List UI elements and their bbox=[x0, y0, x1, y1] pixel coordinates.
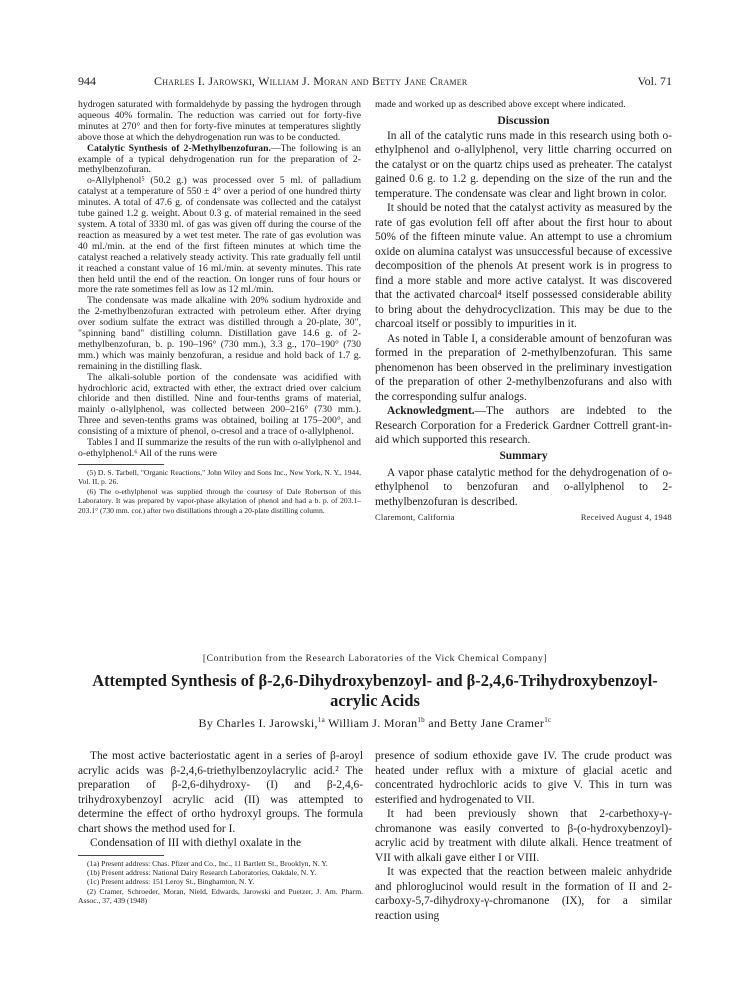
received-date: Received August 4, 1948 bbox=[580, 513, 672, 523]
paragraph: presence of sodium ethoxide gave IV. The crude product was heated under reflux with a mixture of glacial acetic and concentrated hydrochloric acids to give V. This in turn was esterified and hydrogenated to VII. bbox=[375, 750, 672, 806]
paragraph: The most active bacteriostatic agent in a series of β-aroyl acrylic acids was β-2,4,6-triethylbenzoylacrylic acid.² The preparation of β-2,6-dihydroxy- (I) and β-2,4,6-trihydroxybenzoyl acrylic acid (II) was attempted to determine the effect of ortho hydroxyl groups. The formula chart shows the method used for I. bbox=[78, 750, 363, 835]
paragraph: o-Allylphenol⁵ (50.2 g.) was processed over 5 ml. of palladium catalyst at a temperature of 550 ± 4° over a period of one hundred thirty minutes. A total of 47.6 g. of condensate was collected and the catalyst tube gained 1.2 g. weight. About 0.3 g. of material remained in the seed system. A total of 3330 ml. of gas was given off during the course of the reaction as measured by a wet test meter. The rate of gas evolution was 40 ml./min. at the end of the first fifteen minutes at which time the catalyst reached a relatively steady activity. This rate gradually fell until it reached a constant value of 16 ml./min. at seventy minutes. This rate then held until the end of the reaction. On longer runs of four hours or more the rate sometimes fell as low as 12 ml./min. bbox=[78, 175, 361, 296]
paragraph: As noted in Table I, a considerable amount of benzofuran was formed in the preparation of 2-methylbenzofuran. This same phenomenon has been observed in the preliminary investigation of the preparation of other 2-methylbenzofurans and also with the corresponding sulfur analogs. bbox=[375, 332, 672, 403]
article-title: Attempted Synthesis of β-2,6-Dihydroxybenzoyl- and β-2,4,6-Trihydroxybenzoyl- acrylic Acids bbox=[92, 671, 658, 710]
paragraph: A vapor phase catalytic method for the dehydrogenation of o-ethylphenol to benzofuran and o-allylphenol to 2-methylbenzofuran is described. bbox=[375, 466, 672, 508]
paragraph: hydrogen saturated with formaldehyde by passing the hydrogen through aqueous 40% formalin. The reduction was carried out for forty-five minutes at 270° and then for forty-five minutes at temperatures slightly above those at which the dehydrogenation run was to be conducted. bbox=[78, 99, 361, 143]
footnote-rule bbox=[78, 855, 164, 856]
footnote: (2) Cramer, Schroeder, Moran, Nield, Edwards, Jarowski and Puetzer, J. Am. Pharm. Assoc., 37, 439 (1948) bbox=[78, 886, 363, 906]
lower-right-column bbox=[375, 749, 672, 923]
paragraph: The alkali-soluble portion of the condensate was acidified with hydrochloric acid, extracted with ether, the extract dried over calcium chloride and then distilled. Nine and four-tenths grams of material, mainly o-allylphenol, was collected between 200–216° (730 mm.). Three and seven-tenths grams was obtained, boiling at 175–200°, and consisting of a mixture of phenol, o-cresol and a trace of o-allylphenol. bbox=[78, 371, 361, 438]
page-number: 944 bbox=[78, 74, 96, 88]
footnote: (1c) Present address: 151 Leroy St., Binghamton, N. Y. bbox=[87, 877, 255, 887]
paragraph: Tables I and II summarize the results of the run with o-allylphenol and o-ethylphenol.⁶ All of the runs were bbox=[78, 437, 361, 459]
volume-label: Vol. 71 bbox=[637, 74, 672, 88]
paragraph: It was expected that the reaction between maleic anhydride and phloroglucinol would result in the formation of II and 2-carboxy-5,7-dihydroxy-γ-chromanone (IX), for a similar reaction using bbox=[375, 866, 672, 922]
footnote: (5) D. S. Tarbell, "Organic Reactions," John Wiley and Sons Inc., New York, N. Y., 1944, Vol. II, p. 26. bbox=[78, 467, 361, 487]
footnote: (1a) Present address: Chas. Pfizer and Co., Inc., 11 Bartlett St., Brooklyn, N. Y. bbox=[87, 858, 328, 868]
paragraph: It had been previously shown that 2-carbethoxy-γ-chromanone was easily converted to β-(o-hydroxybenzoyl)-acrylic acid by treatment with dilute alkali. Hence treatment of VII with alkali gave either I or VIII. bbox=[375, 808, 672, 864]
paragraph: In all of the catalytic runs made in this research using both o-ethylphenol and o-allylphenol, very little charring occurred on the catalyst or on the quartz chips used as preheater. The catalyst gained 0.6 g. to 1.2 g. depending on the size of the run and the temperature. The condensate was clear and light brown in color. bbox=[375, 129, 672, 200]
lower-left-column bbox=[78, 749, 363, 906]
paragraph: Acknowledgment.—The authors are indebted to the Research Corporation for a Frederick Gardner Cottrell grant-in-aid which supported this research. bbox=[375, 405, 672, 447]
footnotes bbox=[78, 468, 361, 515]
paragraph: Condensation of III with diethyl oxalate in the bbox=[90, 837, 301, 849]
running-header bbox=[78, 74, 672, 92]
signature-line bbox=[375, 513, 672, 525]
footnote: (1b) Present address: National Dairy Research Laboratories, Oakdale, N. Y. bbox=[87, 867, 317, 877]
location: Claremont, California bbox=[375, 513, 455, 523]
paragraph: made and worked up as described above except where indicated. bbox=[375, 99, 626, 110]
upper-right-column bbox=[375, 100, 672, 525]
paragraph: Catalytic Synthesis of 2-Methylbenzofuran.—The following is an example of a typical dehydrogenation run for the preparation of 2-methylbenzofuran. bbox=[78, 142, 361, 176]
section-heading: Summary bbox=[499, 449, 548, 462]
footnote: (6) The o-ethylphenol was supplied through the courtesy of Dale Robertson of this Laboratory. It was prepared by vapor-phase alkylation of phenol and had a b. p. of 203.1–203.1° (730 mm. cor.) after two distillations through a 20-plate distilling column. bbox=[78, 486, 361, 515]
paragraph: It should be noted that the catalyst activity as measured by the rate of gas evolution fell off after about the first hour to about 50% of the fifteen minute value. An attempt to use a chromium oxide on alumina catalyst was unsuccessful because of excessive decomposition of the phenols At present work is in progress to find a more stable and more active catalyst. It was discovered that the activated charcoal⁴ itself possessed considerable ability to bring about the dehydrocyclization. This may be due to the charcoal itself or possibly to impurities in it. bbox=[375, 202, 672, 331]
paragraph: The condensate was made alkaline with 20% sodium hydroxide and the 2-methylbenzofuran extracted with petroleum ether. After drying over sodium sulfate the extract was distilled through a 20-plate, 30", "spinning band" distilling column. Distillation gave 14.6 g. of 2-methylbenzofuran, b. p. 190–196° (730 mm.), 3.3 g., 170–190° (730 mm.) which was mainly benzofuran, a residue and hold back of 1.7 g. remaining in the distilling flask. bbox=[78, 295, 361, 372]
running-title: Charles I. Jarowski, William J. Moran and Betty Jane Cramer bbox=[154, 74, 468, 88]
author-line: By Charles I. Jarowski,$^{1a}$ William J. Moran$^{1b}$ and Betty Jane Cramer$^{1c}$ bbox=[198, 716, 552, 730]
contribution-line: [Contribution from the Research Laboratories of the Vick Chemical Company] bbox=[202, 654, 548, 664]
footnote-rule bbox=[78, 464, 164, 465]
subsection-heading: Catalytic Synthesis of 2-Methylbenzofuran. bbox=[87, 142, 271, 154]
upper-left-column bbox=[78, 100, 361, 515]
section-heading: Discussion bbox=[497, 113, 550, 127]
acknowledgment-heading: Acknowledgment. bbox=[387, 405, 475, 418]
footnotes bbox=[78, 859, 363, 906]
